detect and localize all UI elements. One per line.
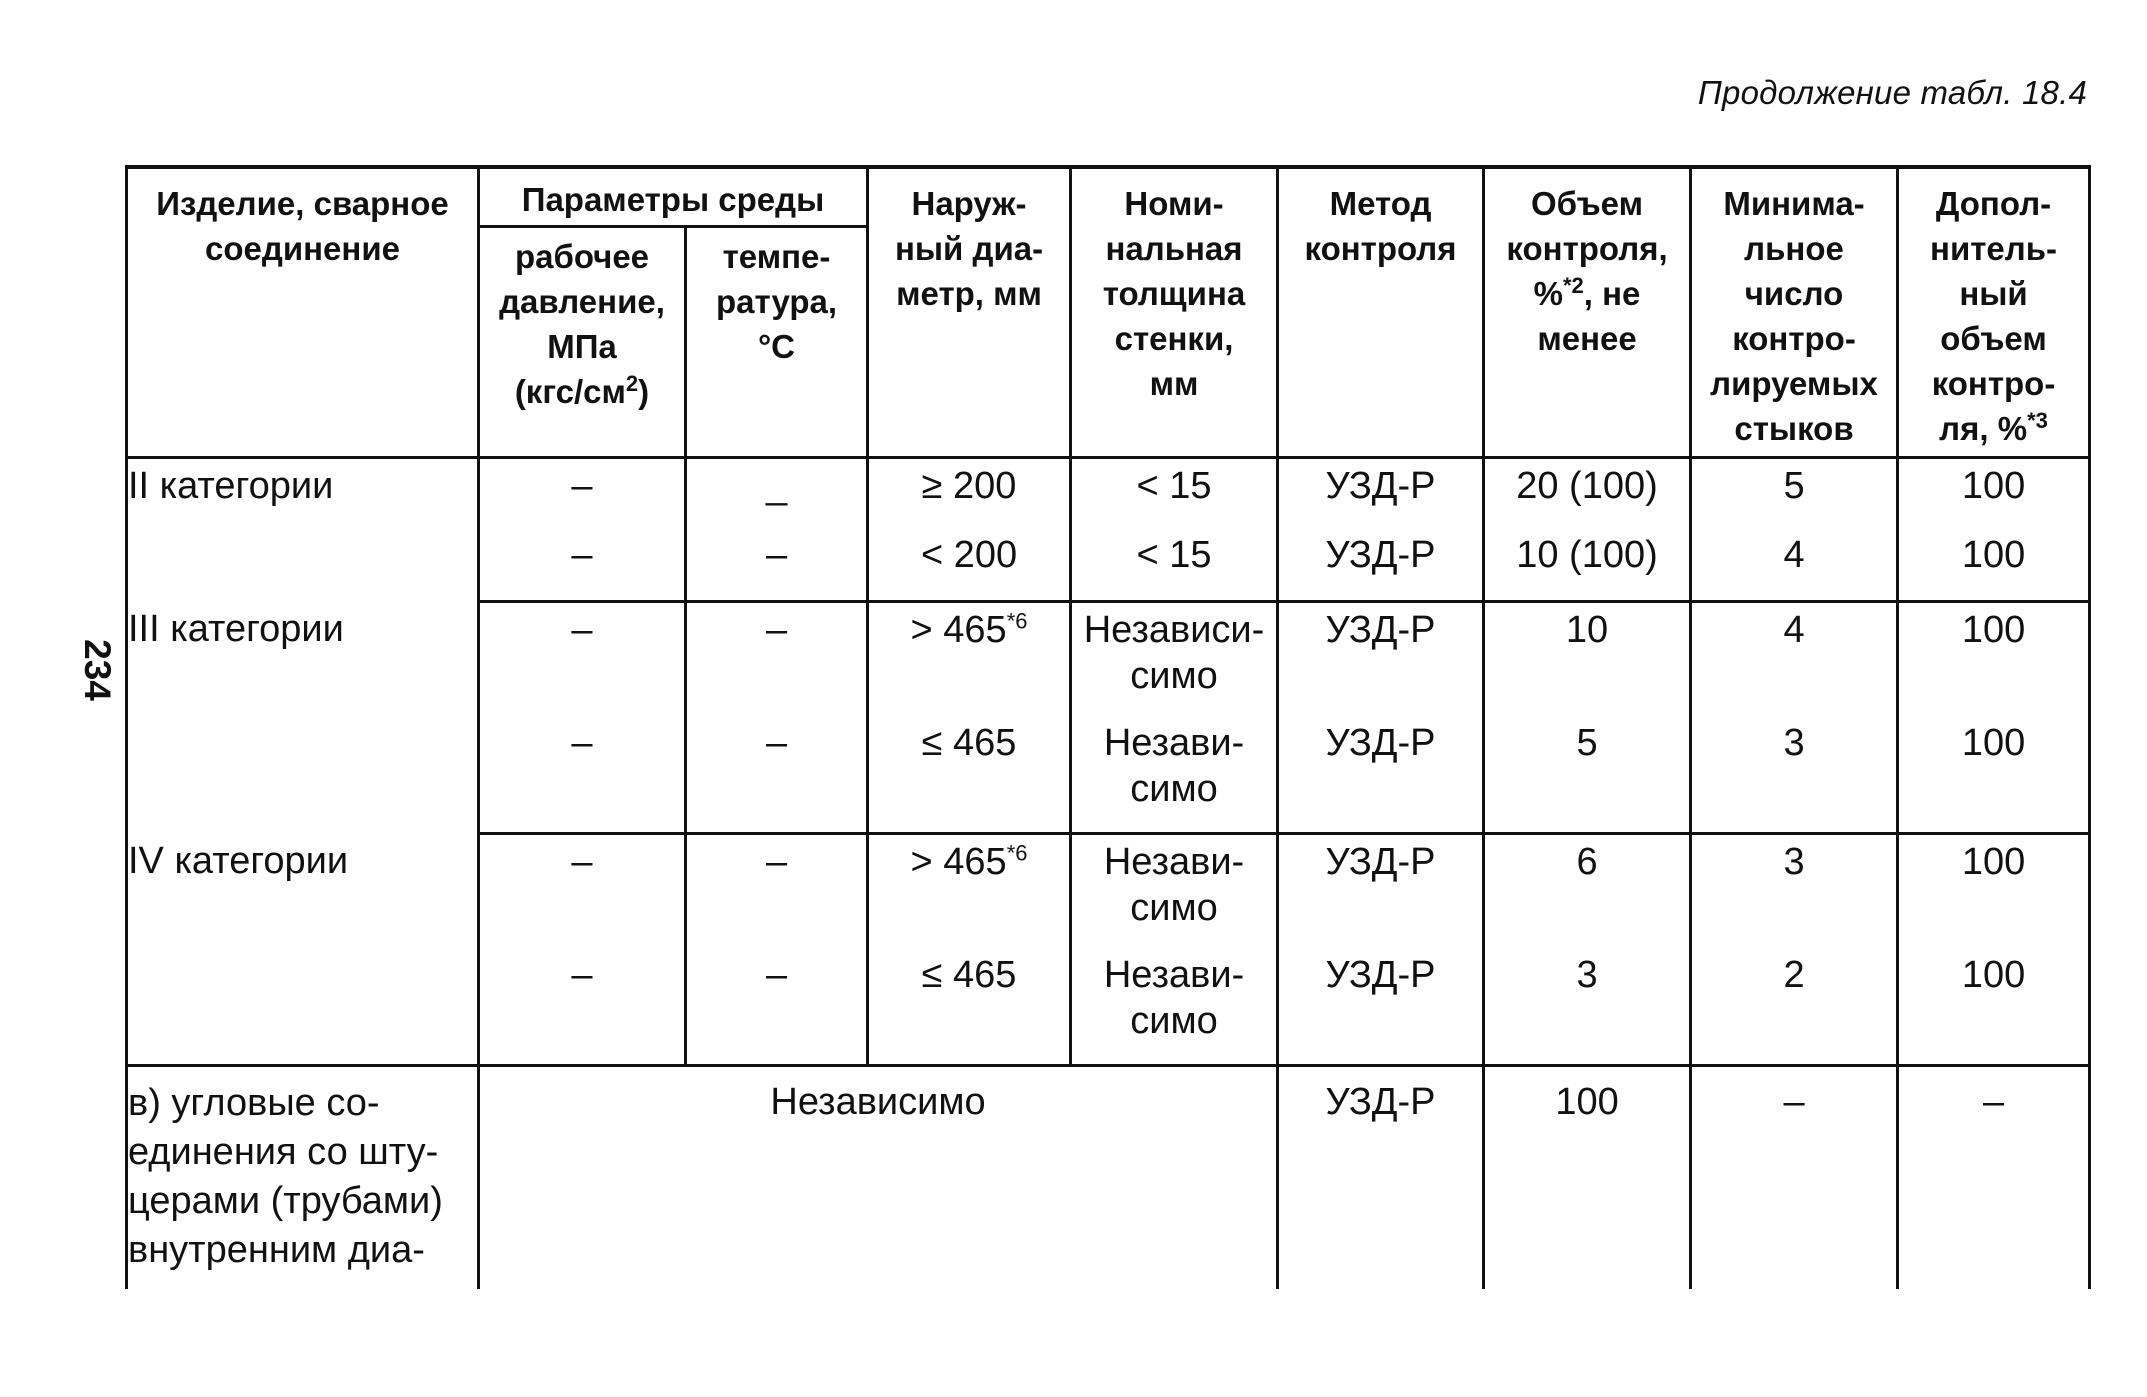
row-label-cat2: II категории bbox=[127, 458, 479, 602]
header-pressure: рабочее давление, МПа $(кгс/см^2)$ bbox=[479, 227, 686, 458]
header-product: Изделие, сварное соединение bbox=[127, 167, 479, 458]
row-label-cat4: IV категории bbox=[127, 834, 479, 1066]
header-diameter: Наруж- ный диа- метр, мм bbox=[868, 167, 1071, 458]
header-environment-group: Параметры среды bbox=[479, 167, 868, 227]
table-row: – – ≤ 465 Незави- симо УЗД-Р 3 2 100 bbox=[127, 952, 2090, 1066]
table-row: – – ≤ 465 Незави- симо УЗД-Р 5 3 100 bbox=[127, 720, 2090, 834]
table-row: II категории – _ ≥ 200 < 15 УЗД-Р 20 (100) 5 100 bbox=[127, 458, 2090, 533]
row-label-corner: в) угловые со- единения со шту- церами (трубами) внутренним диа- bbox=[127, 1066, 479, 1290]
header-volume: Объем контроля, %$^{*2}$, не менее bbox=[1484, 167, 1691, 458]
header-thickness: Номи- нальная толщина стенки, мм bbox=[1071, 167, 1278, 458]
header-temperature: темпе- ратура, °С bbox=[686, 227, 868, 458]
page-number: 234 bbox=[77, 639, 118, 701]
row-label-cat3: III категории bbox=[127, 602, 479, 834]
table-row: IV категории – – > $465^{*6}$ Незави- симо УЗД-Р 6 3 100 bbox=[127, 834, 2090, 953]
inspection-table bbox=[125, 165, 2091, 1289]
header-min-count: Минима- льное число контро- лируемых стыков bbox=[1691, 167, 1898, 458]
header-extra-volume: Допол- нитель- ный объем контро- ля, %$^{*3}$ bbox=[1898, 167, 2090, 458]
table-row: в) угловые со- единения со шту- церами (трубами) внутренним диа- Независимо УЗД-Р 100 – – bbox=[127, 1066, 2090, 1290]
table-row: – – < 200 < 15 УЗД-Р 10 (100) 4 100 bbox=[127, 532, 2090, 602]
header-method: Метод контроля bbox=[1278, 167, 1484, 458]
table-header bbox=[127, 167, 2090, 458]
table-row: III категории – – > $465^{*6}$ Независи- симо УЗД-Р 10 4 100 bbox=[127, 602, 2090, 721]
merged-independent-cell: Независимо bbox=[479, 1066, 1278, 1290]
table-caption: Продолжение табл. 18.4 bbox=[1697, 74, 2087, 111]
